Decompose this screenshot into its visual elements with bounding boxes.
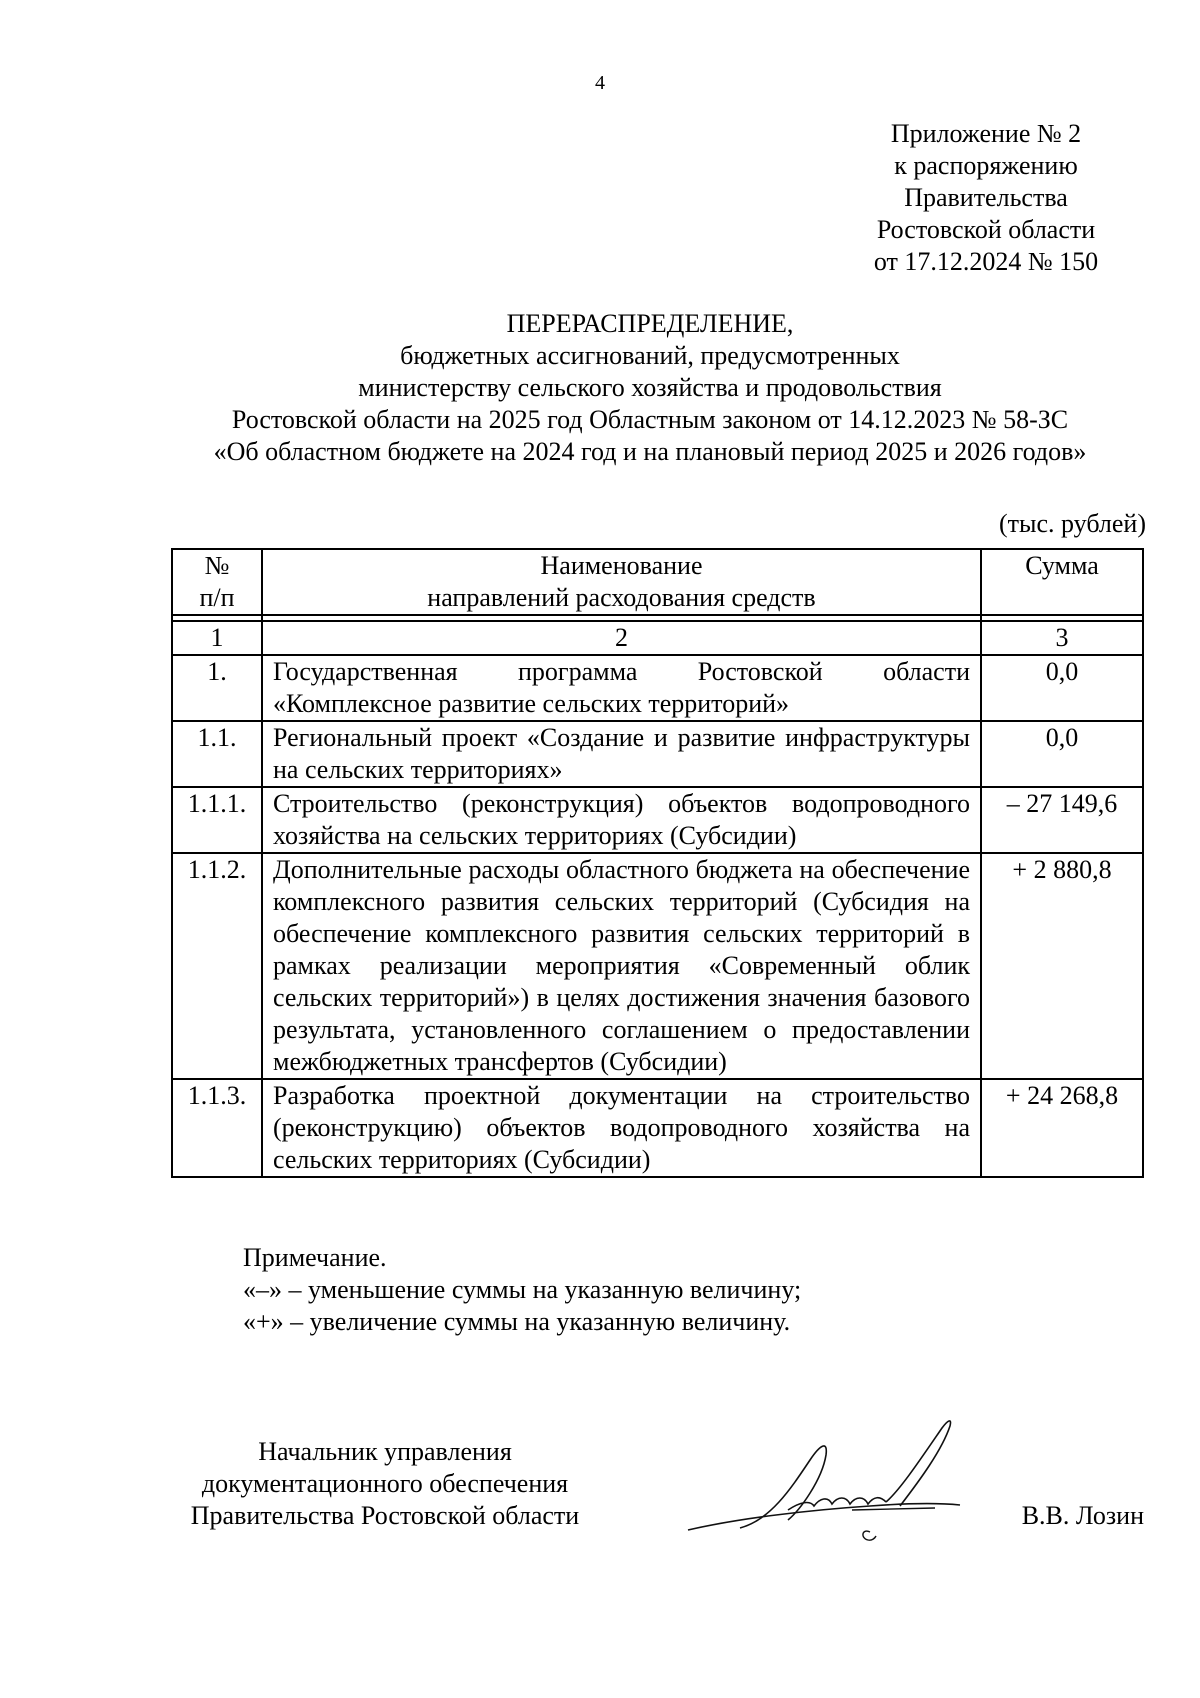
row-name: Государственная программа Ростовской области «Комплексное развитие сельских территорий»	[262, 655, 981, 721]
note-block	[243, 1242, 801, 1338]
signer-name: В.В. Лозин	[1021, 1501, 1144, 1530]
header-name-line1: Наименование	[540, 551, 703, 580]
index-cell: 2	[262, 621, 981, 655]
appendix-block	[846, 118, 1126, 278]
row-num: 1.1.3.	[172, 1079, 262, 1177]
header-sum: Сумма	[981, 549, 1143, 615]
row-num: 1.1.	[172, 721, 262, 787]
signer-title-line: Начальник управления	[258, 1437, 512, 1466]
row-name: Региональный проект «Создание и развитие инфраструктуры на сельских территориях»	[262, 721, 981, 787]
table-header-row	[172, 549, 1143, 615]
title-line: министерству сельского хозяйства и продовольствия	[358, 373, 942, 402]
row-name: Разработка проектной документации на строительство (реконструкцию) объектов водопроводного хозяйства на сельских территориях (Субсидии)	[262, 1079, 981, 1177]
note-line: «–» – уменьшение суммы на указанную величину;	[243, 1275, 802, 1304]
title-line: «Об областном бюджете на 2024 год и на плановый период 2025 и 2026 годов»	[213, 437, 1087, 466]
signer-title	[150, 1436, 620, 1532]
table-row	[172, 721, 1143, 787]
redistribution-table	[171, 548, 1144, 1178]
row-num: 1.1.2.	[172, 853, 262, 1079]
index-cell: 3	[981, 621, 1143, 655]
table-row	[172, 853, 1143, 1079]
row-sum: – 27 149,6	[981, 787, 1143, 853]
row-name: Дополнительные расходы областного бюджета на обеспечение комплексного развития сельских территорий (Субсидия на обеспечение комплексного развития сельских территорий в рамках реализации мероприятия «Современный облик сельских территорий») в целях достижения значения базового результата, установленного соглашением о предоставлении межбюджетных трансфертов (Субсидии)	[262, 853, 981, 1079]
row-sum: + 2 880,8	[981, 853, 1143, 1079]
table-index-row	[172, 621, 1143, 655]
row-sum: + 24 268,8	[981, 1079, 1143, 1177]
handwritten-signature	[680, 1410, 1010, 1560]
note-line: «+» – увеличение суммы на указанную величину.	[243, 1307, 791, 1336]
table-row	[172, 1079, 1143, 1177]
note-heading: Примечание.	[243, 1243, 387, 1272]
header-name	[262, 549, 981, 615]
appendix-line: от 17.12.2024 № 150	[873, 247, 1099, 276]
row-sum: 0,0	[981, 655, 1143, 721]
header-num	[172, 549, 262, 615]
header-num-line2: п/п	[199, 583, 235, 612]
title-line: бюджетных ассигнований, предусмотренных	[400, 341, 900, 370]
header-name-line2: направлений расходования средств	[427, 583, 816, 612]
signer-title-line: документационного обеспечения	[201, 1469, 569, 1498]
row-sum: 0,0	[981, 721, 1143, 787]
table-row	[172, 655, 1143, 721]
appendix-line: к распоряжению	[894, 151, 1078, 180]
title-heading: ПЕРЕРАСПРЕДЕЛЕНИЕ,	[506, 309, 794, 338]
document-title	[150, 308, 1150, 468]
appendix-line: Ростовской области	[876, 215, 1096, 244]
row-num: 1.	[172, 655, 262, 721]
header-num-line1: №	[204, 551, 230, 580]
row-num: 1.1.1.	[172, 787, 262, 853]
signer-title-line: Правительства Ростовской области	[190, 1501, 580, 1530]
index-cell: 1	[172, 621, 262, 655]
appendix-line: Приложение № 2	[890, 119, 1082, 148]
row-name: Строительство (реконструкция) объектов водопроводного хозяйства на сельских территориях (Субсидии)	[262, 787, 981, 853]
units-label: (тыс. рублей)	[998, 509, 1146, 538]
table-row	[172, 787, 1143, 853]
appendix-line: Правительства	[904, 183, 1068, 212]
title-line: Ростовской области на 2025 год Областным законом от 14.12.2023 № 58-ЗС	[231, 405, 1069, 434]
page-number: 4	[595, 72, 605, 94]
